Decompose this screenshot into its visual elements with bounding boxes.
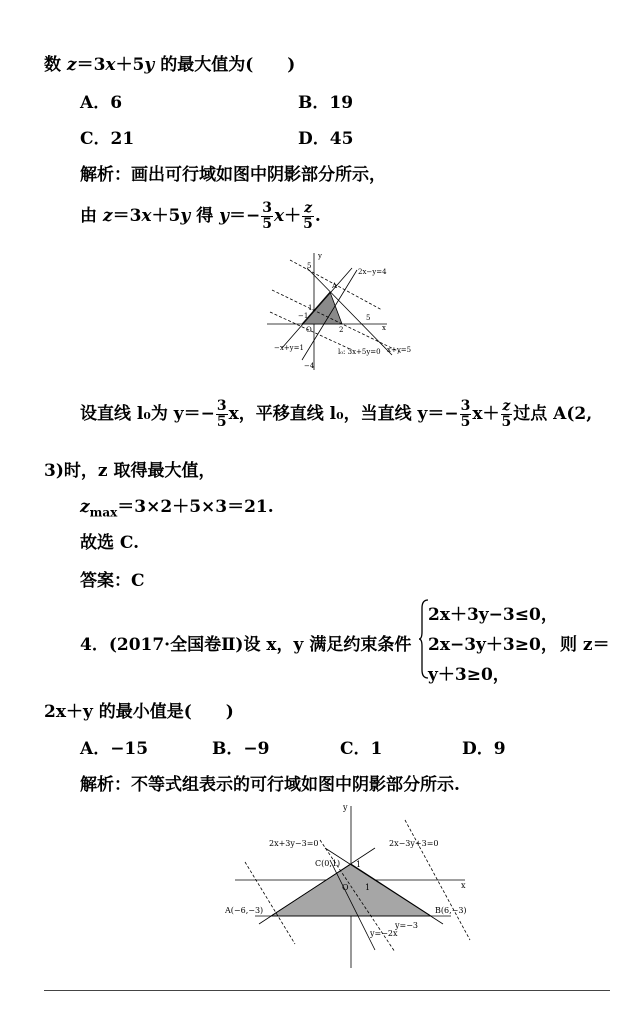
svg-text:1: 1 xyxy=(356,860,362,869)
svg-text:C(0,1): C(0,1) xyxy=(315,859,341,868)
q3-option-d: D．45 xyxy=(298,129,354,149)
q3-option-a: A．6 xyxy=(80,93,123,113)
svg-text:B(6,−3): B(6,−3) xyxy=(435,906,467,915)
q3-para2: 3)时，z 取得最大值， xyxy=(44,461,216,481)
q4-stem: 4．(2017·全国卷Ⅱ)设 x，y 满足约束条件 xyxy=(80,635,412,655)
analysis-label: 解析： xyxy=(80,775,131,795)
svg-text:2x+3y−3=0: 2x+3y−3=0 xyxy=(269,839,319,848)
svg-text:x: x xyxy=(461,881,466,890)
svg-text:x+y=5: x+y=5 xyxy=(387,346,412,354)
q3-zmax: $z_{max}=3\times 2+5\times 3=21$. xyxy=(80,497,274,520)
svg-text:−x+y=1: −x+y=1 xyxy=(274,344,304,352)
svg-text:A(−6,−3): A(−6,−3) xyxy=(225,906,264,915)
analysis-text: 不等式组表示的可行域如图中阴影部分所示. xyxy=(131,775,460,795)
q4-stem-z: 则 z＝ xyxy=(560,635,610,655)
svg-text:A: A xyxy=(332,282,338,290)
svg-text:2x−y=4: 2x−y=4 xyxy=(358,268,387,276)
svg-text:5: 5 xyxy=(307,262,312,270)
svg-text:1: 1 xyxy=(365,883,371,892)
q3-analysis xyxy=(80,160,386,185)
analysis-label: 解析： xyxy=(80,165,131,185)
shaded-region xyxy=(271,864,431,916)
svg-text:O: O xyxy=(342,883,349,892)
svg-text:O: O xyxy=(306,326,312,334)
q4-stem-tail: 2x＋y 的最小值是( ) xyxy=(44,702,234,722)
q4-feasible-region-figure xyxy=(225,800,475,970)
svg-text:1: 1 xyxy=(308,304,313,312)
svg-text:−4: −4 xyxy=(304,362,315,370)
q3-stem: 数 z＝3x＋5y 的最大值为( ) xyxy=(44,55,296,75)
q3-feasible-region-figure xyxy=(262,250,412,375)
svg-text:x: x xyxy=(382,324,386,332)
svg-text:l₀: 3x+5y=0: l₀: 3x+5y=0 xyxy=(338,348,381,356)
q3-option-b: B．19 xyxy=(298,93,354,113)
q3-answer: 答案：C xyxy=(80,571,145,591)
svg-text:−1: −1 xyxy=(298,312,309,320)
q4-option-a: A．−15 xyxy=(80,739,149,759)
q4-analysis xyxy=(80,770,460,795)
q3-para1: 设直线 l₀为 y＝− $\frac{3}{5}$ x，平移直线 l₀，当直线 y＝− $\frac{3}{5}$ x＋ $\frac{z}{5}$ 过点 A(2, xyxy=(80,398,593,430)
svg-text:y: y xyxy=(318,252,322,260)
svg-text:2: 2 xyxy=(339,326,344,334)
svg-text:y=−2x: y=−2x xyxy=(370,929,398,938)
q3-derivation: 由 z＝3x＋5y 得 y＝− $\frac{3}{5}$ x＋ $\frac{z}{5}$ . xyxy=(80,200,321,232)
q4-option-c: C．1 xyxy=(340,739,383,759)
q4-option-b: B．−9 xyxy=(212,739,270,759)
svg-text:5: 5 xyxy=(366,314,371,322)
svg-text:y: y xyxy=(343,803,348,812)
constraint-3: y＋3≥0， xyxy=(428,665,510,685)
analysis-text: 画出可行域如图中阴影部分所示， xyxy=(131,165,386,185)
svg-text:2x−3y+3=0: 2x−3y+3=0 xyxy=(389,839,439,848)
constraint-1: 2x＋3y−3≤0， xyxy=(428,605,558,625)
svg-text:y=−3: y=−3 xyxy=(395,921,419,930)
q3-choose: 故选 C. xyxy=(80,533,140,553)
constraint-2: 2x−3y＋3≥0， xyxy=(428,635,558,655)
q4-option-d: D．9 xyxy=(462,739,506,759)
q3-option-c: C．21 xyxy=(80,129,135,149)
footer-rule xyxy=(44,990,610,991)
